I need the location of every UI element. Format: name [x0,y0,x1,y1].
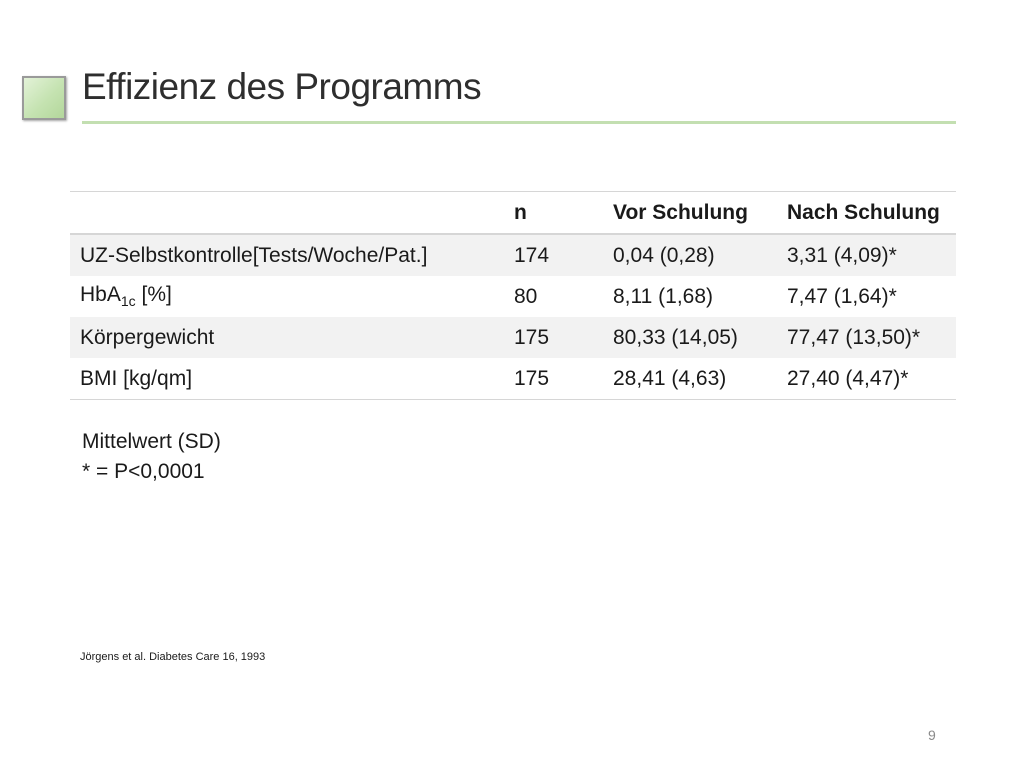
header-nach-schulung: Nach Schulung [787,200,940,224]
row-n: 175 [514,366,550,390]
row-label-suffix: [%] [135,283,172,307]
row-label-subscript: 1c [120,293,136,310]
row-label: UZ-Selbstkontrolle[Tests/Woche/Pat.] [80,243,428,267]
note-mean-sd: Mittelwert (SD) [82,430,221,453]
row-label [70,276,504,317]
row-label-prefix: HbA [80,283,121,307]
table-notes [82,427,221,487]
row-nach: 7,47 (1,64)* [787,284,897,308]
row-vor: 0,04 (0,28) [613,243,715,267]
row-nach: 3,31 (4,09)* [787,243,897,267]
row-n: 174 [514,243,550,267]
row-vor: 8,11 (1,68) [613,284,714,308]
row-n: 80 [514,284,538,308]
row-label: Körpergewicht [80,325,215,349]
row-n: 175 [514,325,550,349]
table-row [70,276,956,317]
citation: Jörgens et al. Diabetes Care 16, 1993 [80,651,266,663]
slide-title: Effizienz des Programms [82,66,482,107]
row-vor: 80,33 (14,05) [613,325,738,349]
row-nach: 77,47 (13,50)* [787,325,921,349]
row-vor: 28,41 (4,63) [613,366,727,390]
row-nach: 27,40 (4,47)* [787,366,909,390]
results-table [70,191,956,400]
table-header-row [70,192,956,235]
header-vor-schulung: Vor Schulung [613,200,748,224]
note-significance: * = P<0,0001 [82,460,205,483]
table-row [70,234,956,276]
title-underline [82,121,956,124]
table-row [70,358,956,400]
table-row [70,317,956,358]
header-n: n [514,200,527,224]
row-label: BMI [kg/qm] [80,366,193,390]
page-number: 9 [928,727,936,743]
title-decoration-square [22,76,66,120]
header-label [70,192,504,235]
